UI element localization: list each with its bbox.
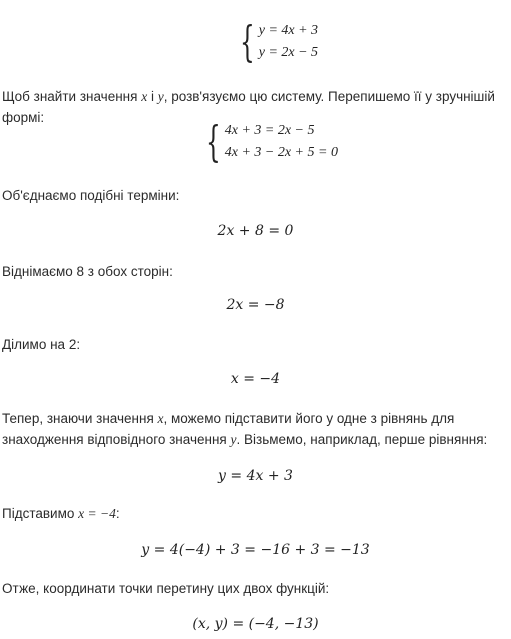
- paragraph-solve-system: Щоб знайти значення x і y, розв'язуємо цю систему. Перепишемо її у зручнішій формі:: [2, 89, 495, 125]
- paragraph-substitute-explanation: Тепер, знаючи значення x, можемо підставити його у одне з рівнянь для знаходження відповідного значення y. Візьмемо, наприклад, перше рівняння:: [2, 411, 488, 447]
- equation-intersection-point: (x, y) = (−4, −13): [192, 616, 319, 632]
- paragraph-substitute: Підставимо x = −4:: [2, 506, 120, 521]
- paragraph-divide: Ділимо на 2:: [2, 337, 81, 352]
- system2-row1: 4x + 3 = 2x − 5: [224, 123, 315, 138]
- system1-row2: y = 2x − 5: [258, 45, 319, 60]
- equation-first: y = 4x + 3: [218, 468, 293, 484]
- system-of-equations-2: [200, 117, 338, 166]
- paragraph-combine-terms: Об'єднаємо подібні терміни:: [2, 188, 180, 203]
- paragraph-conclusion: Отже, координати точки перетину цих двох функцій:: [2, 581, 330, 596]
- system2-row2: 4x + 3 − 2x + 5 = 0: [224, 145, 338, 160]
- paragraph-subtract: Віднімаємо 8 з обох сторін:: [2, 264, 173, 279]
- system-of-equations-1: [234, 17, 319, 66]
- left-brace: {: [240, 17, 255, 66]
- system1-row1: y = 4x + 3: [258, 23, 319, 38]
- equation-y-value: y = 4(−4) + 3 = −16 + 3 = −13: [141, 542, 370, 558]
- equation-combined: 2x + 8 = 0: [217, 223, 294, 239]
- equation-x-value: x = −4: [230, 371, 281, 387]
- left-brace: {: [206, 117, 221, 166]
- equation-subtracted: 2x = −8: [226, 297, 285, 313]
